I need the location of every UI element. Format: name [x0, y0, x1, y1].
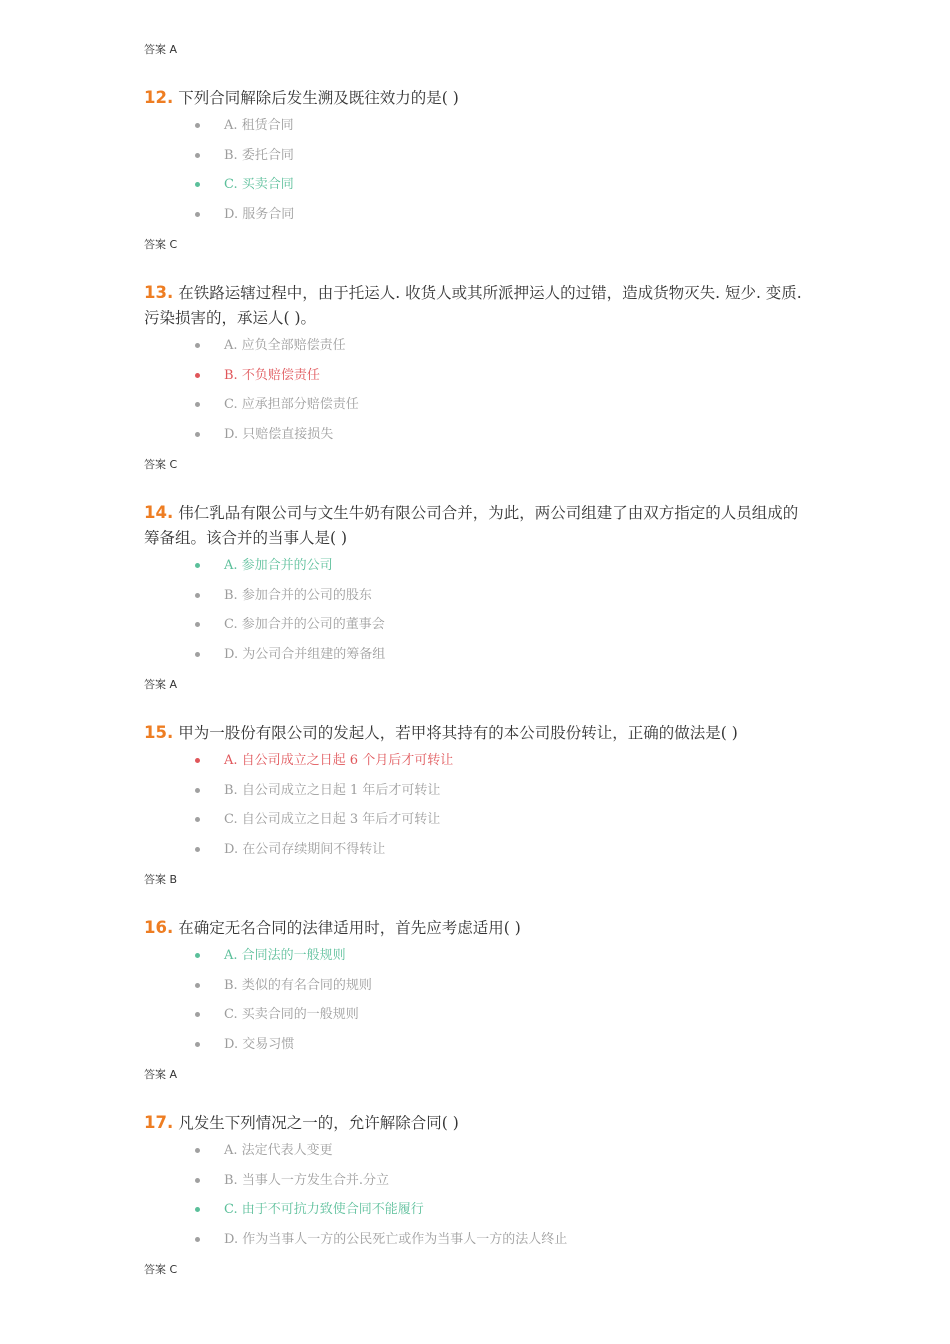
bullet-icon [195, 563, 200, 568]
question-14 [144, 500, 812, 551]
bullet-icon [195, 758, 200, 763]
bullet-icon [195, 212, 200, 217]
question-number: 15. [144, 723, 174, 742]
question-number: 16. [144, 918, 174, 937]
question-text: 在确定无名合同的法律适用时，首先应考虑适用( ) [178, 919, 521, 937]
answer-16: 答案 A [144, 1068, 178, 1081]
document-page: 答案 A 12. 下列合同解除后发生溯及既往效力的是( ) A. 租赁合同 B. 委托合同 C. 买卖合同 D. 服务合同 答案 C 13. 在铁路运辖过程中，由于托运人. 收货人或其所派押运人的过错，造成货物灭失. 短少. 变质. 污染损害的，承运人( )。 A. 应负全部赔偿责任 B. 不负赔偿责任 C. 应承担部分赔偿责任 D. 只赔偿直接损失 答案 C 14. 伟仁乳品有限公司与文生牛奶有限公司合并，为此，两公司组建了由双方指定的人员组成的筹备组。该合并的当事人是( ) A. 参加合并的公司 B. 参加合并的公司的股东 C. 参加合并的公司的董事会 D. 为公司合并组建的筹备组 答案 A 15. 甲为一股份有限公司的发起人，若甲将其持有的本公司股份转让，正确的做法是( ) A. 自公司成立之日起 6 个月后才可转让 B. 自公司成立之日起 1 年后才可转让 C. 自公司成立之日起 3 年后才可转让 D. 在公司存续期间不得转让 答案 B 16. 在确定无名合同的法律适用时，首先应考虑适用( ) A. 合同法的一般规则 B. 类似的有名合同的规则 C. 买卖合同的一般规则 D. 交易习惯 答案 A 17. 凡发生下列情况之一的，允许解除合同( ) A. 法定代表人变更 B. 当事人一方发生合并.分立 C. 由于不可抗力致使合同不能履行 D. 作为当事人一方的公民死亡或作为当事人一方的法人终止 答案 C [0, 0, 950, 1344]
question-number: 17. [144, 1113, 174, 1132]
question-number: 14. [144, 503, 174, 522]
bullet-icon [195, 983, 200, 988]
bullet-icon [195, 1237, 200, 1242]
answer-15: 答案 B [144, 873, 178, 886]
bullet-icon [195, 1207, 200, 1212]
question-12 [144, 85, 812, 111]
bullet-icon [195, 622, 200, 627]
question-text: 下列合同解除后发生溯及既往效力的是( ) [178, 89, 459, 107]
bullet-icon [195, 1042, 200, 1047]
bullet-icon [195, 343, 200, 348]
question-15 [144, 720, 812, 746]
answer-14: 答案 A [144, 678, 178, 691]
bullet-icon [195, 652, 200, 657]
question-16 [144, 915, 812, 941]
answer-12: 答案 C [144, 238, 178, 251]
bullet-icon [195, 1178, 200, 1183]
question-text: 凡发生下列情况之一的，允许解除合同( ) [178, 1114, 459, 1132]
bullet-icon [195, 847, 200, 852]
bullet-icon [195, 402, 200, 407]
bullet-icon [195, 788, 200, 793]
answer-17: 答案 C [144, 1263, 178, 1276]
answer-13: 答案 C [144, 458, 178, 471]
question-text: 伟仁乳品有限公司与文生牛奶有限公司合并，为此，两公司组建了由双方指定的人员组成的筹备组。该合并的当事人是( ) [144, 504, 799, 547]
bullet-icon [195, 123, 200, 128]
bullet-icon [195, 153, 200, 158]
bullet-icon [195, 432, 200, 437]
question-13 [144, 280, 812, 331]
bullet-icon [195, 1012, 200, 1017]
question-number: 12. [144, 88, 174, 107]
bullet-icon [195, 373, 200, 378]
question-17 [144, 1110, 812, 1136]
answer-previous: 答案 A [144, 43, 178, 56]
bullet-icon [195, 817, 200, 822]
question-text: 在铁路运辖过程中，由于托运人. 收货人或其所派押运人的过错，造成货物灭失. 短少. 变质. 污染损害的，承运人( )。 [144, 284, 802, 327]
bullet-icon [195, 182, 200, 187]
bullet-icon [195, 1148, 200, 1153]
question-number: 13. [144, 283, 174, 302]
question-text: 甲为一股份有限公司的发起人，若甲将其持有的本公司股份转让，正确的做法是( ) [178, 724, 738, 742]
bullet-icon [195, 953, 200, 958]
bullet-icon [195, 593, 200, 598]
